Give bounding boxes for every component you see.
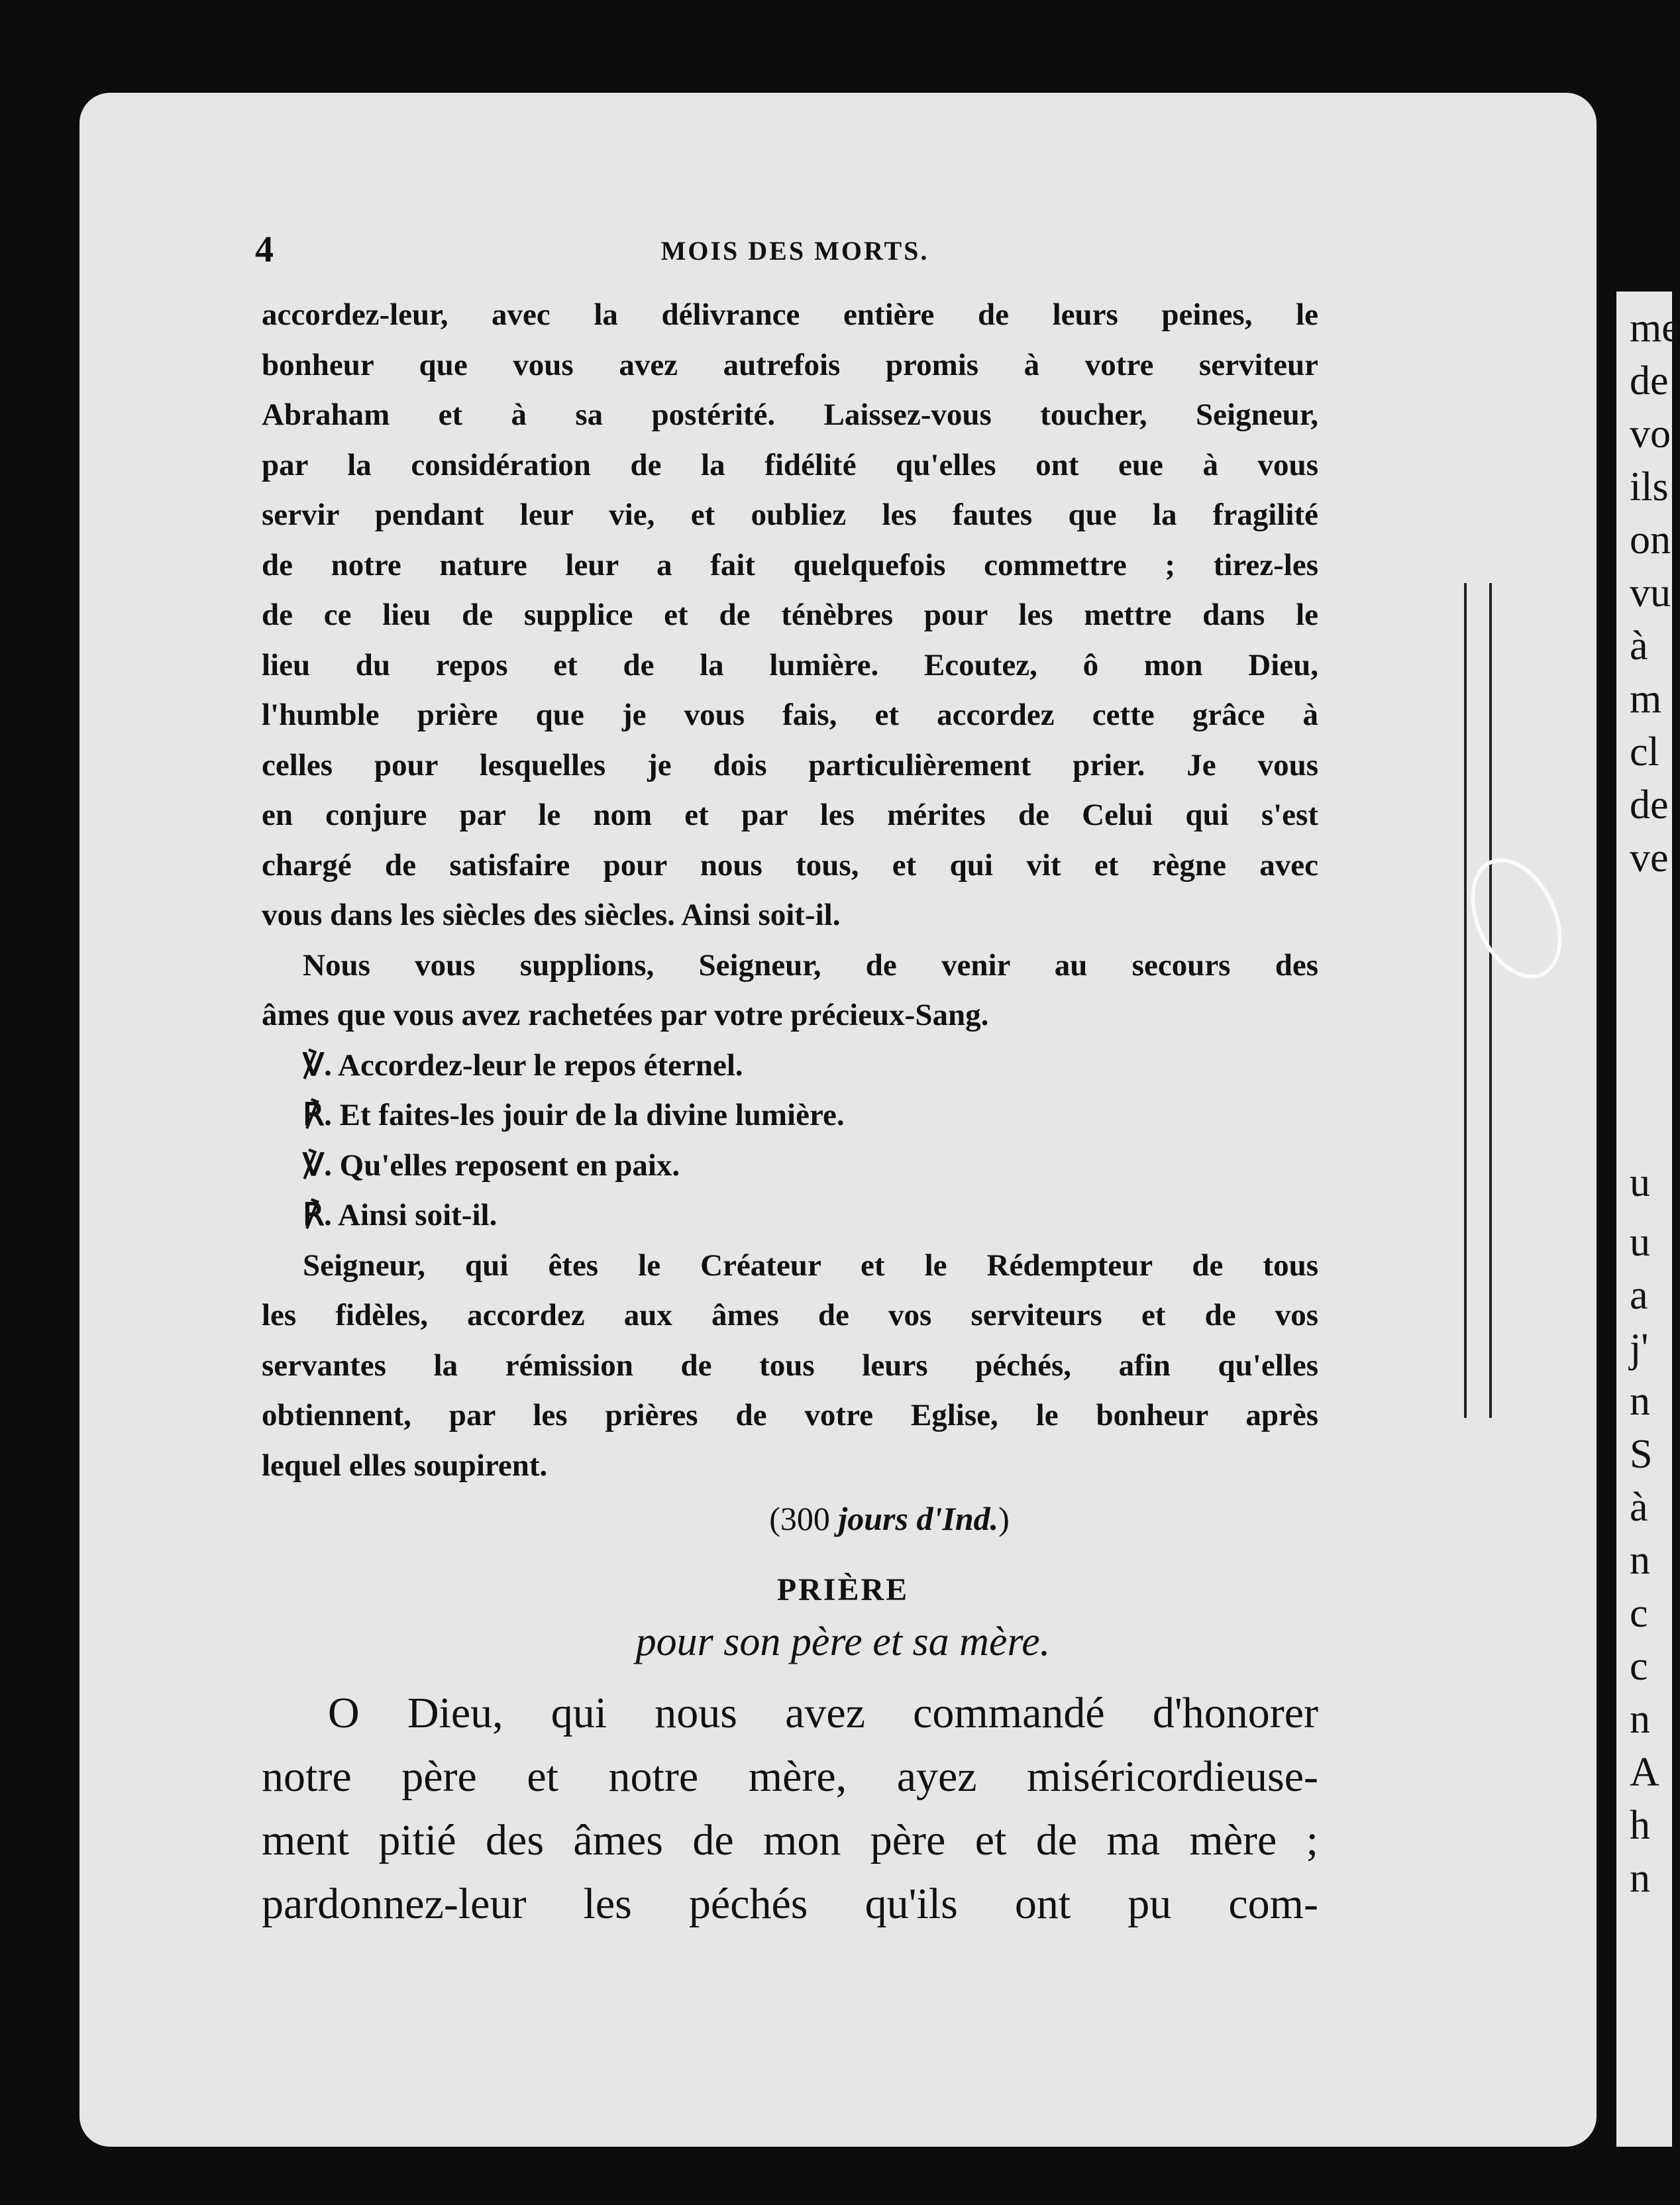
adjacent-page-edge [1616,292,1680,2147]
prayer-text-large [262,1682,1318,1936]
next-page-fragment: cl [1630,729,1659,775]
section-subtitle: pour son père et sa mère. [635,1619,1051,1664]
text-line: Abraham et à sa postérité. Laissez-vous toucher, Seigneur, [262,398,1318,432]
section-title: PRIÈRE [776,1572,910,1607]
next-page-fragment: à [1630,1485,1648,1530]
text-line: O Dieu, qui nous avez commandé d'honorer [328,1689,1318,1737]
next-page-fragment: j' [1630,1326,1649,1371]
indulgence-text: jours d'Ind. [838,1500,999,1537]
next-page-fragment: de [1630,782,1669,828]
text-line: servir pendant leur vie, et oubliez les fautes que la fragilité [262,498,1318,532]
text-line: lequel elles soupirent. [262,1448,548,1483]
text-line: chargé de satisfaire pour nous tous, et qui vit et règne avec [262,847,1318,883]
page-header [255,229,1335,275]
text-line: notre père et notre mère, ayez miséricordieuse- [262,1752,1318,1801]
text-line: lieu du repos et de la lumière. Ecoutez, ô mon Dieu, [262,647,1318,682]
text-line: accordez-leur, avec la délivrance entière de leurs peines, le [262,297,1318,332]
indulgence-note [262,1492,1318,1545]
next-page-fragment: ve [1630,835,1669,881]
next-page-fragment: u [1630,1160,1650,1205]
text-line: bonheur que vous avez autrefois promis à votre serviteur [262,347,1318,382]
indulgence-close: ) [998,1500,1010,1537]
response-line: ℟. Et faites-les jouir de la divine lumière. [303,1098,845,1132]
text-line: vous dans les siècles des siècles. Ainsi soit-il. [262,898,841,932]
text-line: les fidèles, accordez aux âmes de vos serviteurs et de vos [262,1298,1318,1332]
running-title: MOIS DES MORTS. [660,236,929,266]
next-page-fragment: u [1630,1220,1650,1265]
next-page-fragment: h [1630,1803,1650,1848]
bookmark-ribbon [1464,583,1492,1418]
next-page-fragment: A [1630,1750,1659,1795]
next-page-fragment: n [1630,1538,1650,1583]
text-line: de ce lieu de supplice et de ténèbres pour les mettre dans le [262,598,1318,632]
response-line: ℟. Ainsi soit-il. [303,1198,498,1232]
text-line: pardonnez-leur les péchés qu'ils ont pu com- [262,1880,1318,1928]
next-page-fragment: c [1630,1591,1648,1636]
text-line: âmes que vous avez rachetées par votre précieux-Sang. [262,998,989,1032]
text-line: celles pour lesquelles je dois particulièrement prier. Je vous [262,747,1318,782]
versicle-line: ℣. Accordez-leur le repos éternel. [303,1048,743,1083]
text-line: servantes la rémission de tous leurs péchés, afin qu'elles [262,1348,1318,1383]
next-page-fragment: m [1630,676,1662,722]
next-page-fragment: n [1630,1379,1650,1424]
text-line: Nous vous supplions, Seigneur, de venir au secours des [303,947,1318,983]
page-number: 4 [255,229,274,270]
next-page-fragment: de [1630,358,1669,403]
text-line: Seigneur, qui êtes le Créateur et le Rédempteur de tous [303,1248,1318,1283]
text-line: l'humble prière que je vous fais, et accordez cette grâce à [262,698,1318,732]
next-page-fragment: c [1630,1644,1648,1689]
next-page-fragment: a [1630,1273,1648,1318]
next-page-fragment: S [1630,1432,1653,1477]
next-page-fragment: n [1630,1697,1650,1742]
text-line: de notre nature leur a fait quelquefois commettre ; tirez-les [262,547,1318,582]
versicle-line: ℣. Qu'elles reposent en paix. [303,1148,680,1183]
next-page-fragment: à [1630,623,1648,669]
next-page-fragment: on [1630,517,1671,563]
prayer-text [262,290,1318,1491]
next-page-fragment: ils [1630,464,1669,510]
next-page-fragment: me [1630,305,1680,350]
text-line: en conjure par le nom et par les mérites de Celui qui s'est [262,798,1318,832]
page-body [262,290,1318,1936]
next-page-fragment: n [1630,1856,1650,1901]
indulgence-open: (300 [769,1500,839,1537]
next-page-fragment: vo [1630,411,1671,457]
text-line: par la considération de la fidélité qu'elles ont eue à vous [262,447,1318,482]
text-line: obtiennent, par les prières de votre Eglise, le bonheur après [262,1398,1318,1432]
next-page-fragment: vu [1630,570,1671,616]
text-line: ment pitié des âmes de mon père et de ma mère ; [262,1816,1318,1864]
